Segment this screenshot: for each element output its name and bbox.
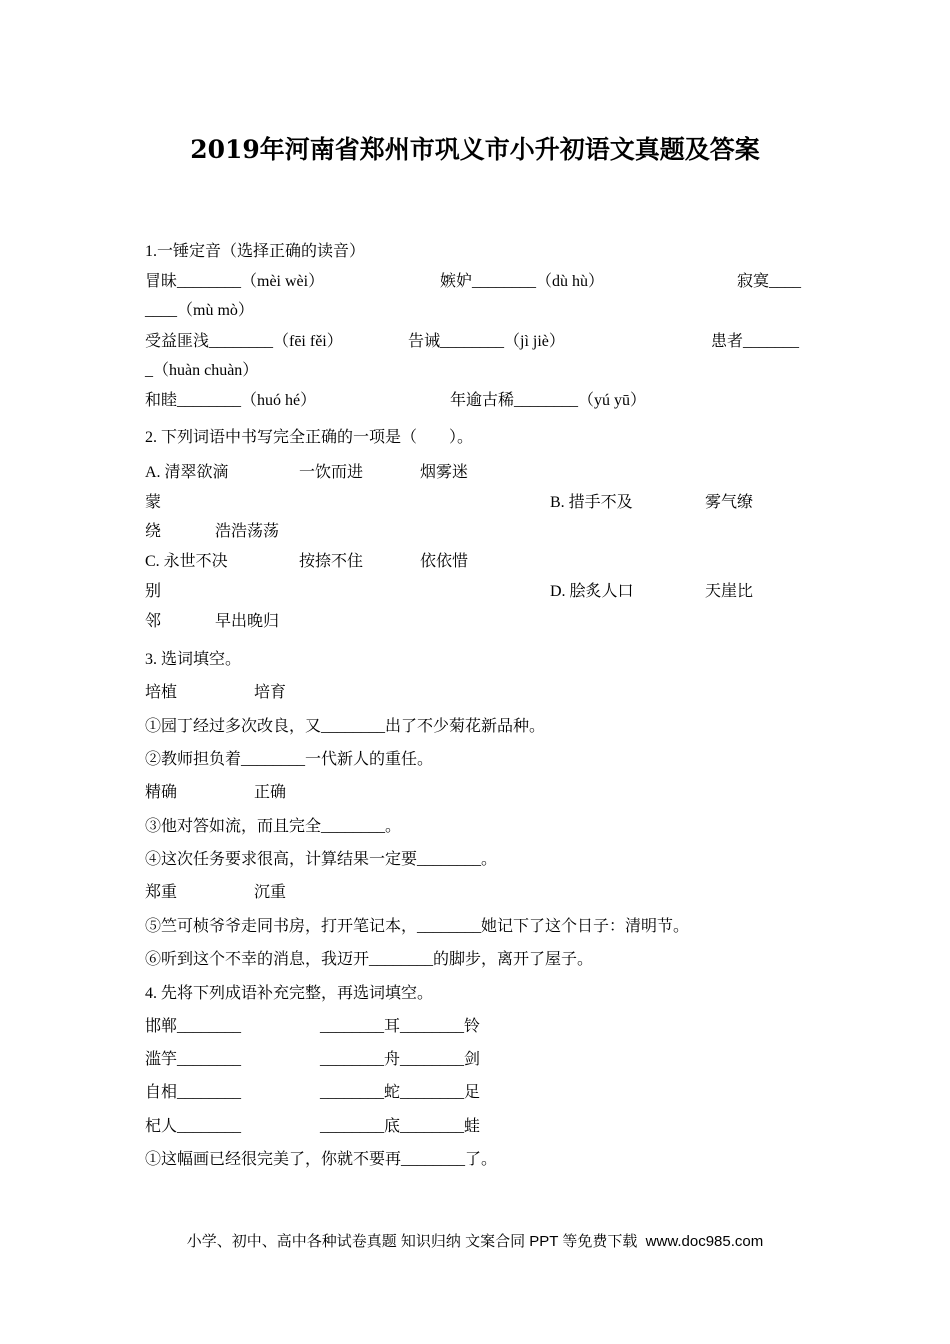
q1-item-3-continued: ____（mù mò） <box>145 302 254 319</box>
q2-word: 天崖比 <box>705 583 754 600</box>
q4-idiom: ________底________蛙 <box>320 1118 481 1135</box>
q3-word-choice: 正确 <box>254 784 287 801</box>
q4-idiom: ________舟________剑 <box>320 1051 481 1068</box>
q2-heading: 2. 下列词语中书写完全正确的一项是（ ）。 <box>145 429 474 446</box>
q4-idiom: ________耳________铃 <box>320 1018 481 1035</box>
q3-sentence-1: ①园丁经过多次改良，又________出了不少菊花新品种。 <box>145 718 546 735</box>
doc-title: 2019年河南省郑州市巩义市小升初语文真题及答案 <box>190 135 760 164</box>
q3-sentence-3: ③他对答如流，而且完全________。 <box>145 818 402 835</box>
q2-option-a: A. 清翠欲滴 <box>145 464 229 481</box>
q1-item-6: 患者_______ <box>711 333 800 350</box>
q2-word: 按捺不住 <box>299 553 364 570</box>
q1-row-3 <box>0 390 950 412</box>
q1-item-8: 年逾古稀________（yú yū） <box>450 392 647 409</box>
q2-line-1 <box>0 462 950 484</box>
q4-sentence-1: ①这幅画已经很完美了，你就不要再________了。 <box>145 1151 498 1168</box>
q3-word-choice: 郑重 <box>145 884 178 901</box>
q4-idiom: 杞人________ <box>145 1118 242 1135</box>
q2-line-4 <box>0 551 950 573</box>
q3-sentence-6: ⑥听到这个不幸的消息，我迈开________的脚步，离开了屋子。 <box>145 951 594 968</box>
q2-word: 绕 <box>145 523 162 540</box>
q1-item-5: 告诫________（jì jiè） <box>408 333 565 350</box>
q1-item-7: 和睦________（huó hé） <box>145 392 317 409</box>
q2-word: 雾气缭 <box>705 494 754 511</box>
q2-line-6 <box>0 611 950 633</box>
q2-line-5 <box>0 581 950 603</box>
q3-word-choice: 沉重 <box>254 884 287 901</box>
q3-word-choice: 培育 <box>254 684 287 701</box>
q2-option-d: D. 脍炙人口 <box>550 583 634 600</box>
q1-row-2 <box>0 331 950 353</box>
q4-idiom-row-3 <box>0 1082 950 1104</box>
q2-word: 烟雾迷 <box>420 464 469 481</box>
q3-word-choice: 精确 <box>145 784 178 801</box>
q3-word-group-3 <box>0 882 950 904</box>
q1-item-4: 受益匪浅________（fēi fěi） <box>145 333 343 350</box>
q4-idiom: 邯郸________ <box>145 1018 242 1035</box>
q4-idiom: ________蛇________足 <box>320 1084 481 1101</box>
q4-idiom-row-1 <box>0 1016 950 1038</box>
q3-sentence-4: ④这次任务要求很高，计算结果一定要________。 <box>145 851 498 868</box>
q1-heading: 1.一锤定音（选择正确的读音） <box>145 243 366 260</box>
q1-item-1: 冒昧________（mèi wèi） <box>145 273 325 290</box>
q3-sentence-2: ②教师担负着________一代新人的重任。 <box>145 751 434 768</box>
q2-word: 一饮而进 <box>299 464 364 481</box>
q1-item-6-continued: _（huàn chuàn） <box>145 362 259 379</box>
q3-word-group-1 <box>0 682 950 704</box>
q1-row-1 <box>0 271 950 293</box>
page-footer: 小学、初中、高中各种试卷真题 知识归纳 文案合同 PPT 等免费下载 www.doc985.com <box>186 1233 764 1250</box>
q4-idiom: 滥竽________ <box>145 1051 242 1068</box>
q2-line-3 <box>0 521 950 543</box>
q2-word: 蒙 <box>145 494 162 511</box>
q3-word-choice: 培植 <box>145 684 178 701</box>
q2-word: 别 <box>145 583 162 600</box>
q2-line-2 <box>0 492 950 514</box>
q2-word: 依依惜 <box>420 553 469 570</box>
q1-item-3: 寂寞____ <box>737 273 802 290</box>
q1-item-2: 嫉妒________（dù hù） <box>440 273 605 290</box>
q3-sentence-5: ⑤竺可桢爷爷走同书房，打开笔记本，________她记下了这个日子：清明节。 <box>145 918 690 935</box>
q4-idiom-row-2 <box>0 1049 950 1071</box>
q4-idiom-row-4 <box>0 1116 950 1138</box>
q4-heading: 4. 先将下列成语补充完整，再选词填空。 <box>145 985 434 1002</box>
q3-word-group-2 <box>0 782 950 804</box>
q4-idiom: 自相________ <box>145 1084 242 1101</box>
q3-heading: 3. 选词填空。 <box>145 651 242 668</box>
q2-word: 浩浩荡荡 <box>215 523 280 540</box>
q2-option-c: C. 永世不决 <box>145 553 228 570</box>
q2-option-b: B. 措手不及 <box>550 494 633 511</box>
q2-word: 邻 <box>145 613 162 630</box>
q2-word: 早出晚归 <box>215 613 280 630</box>
